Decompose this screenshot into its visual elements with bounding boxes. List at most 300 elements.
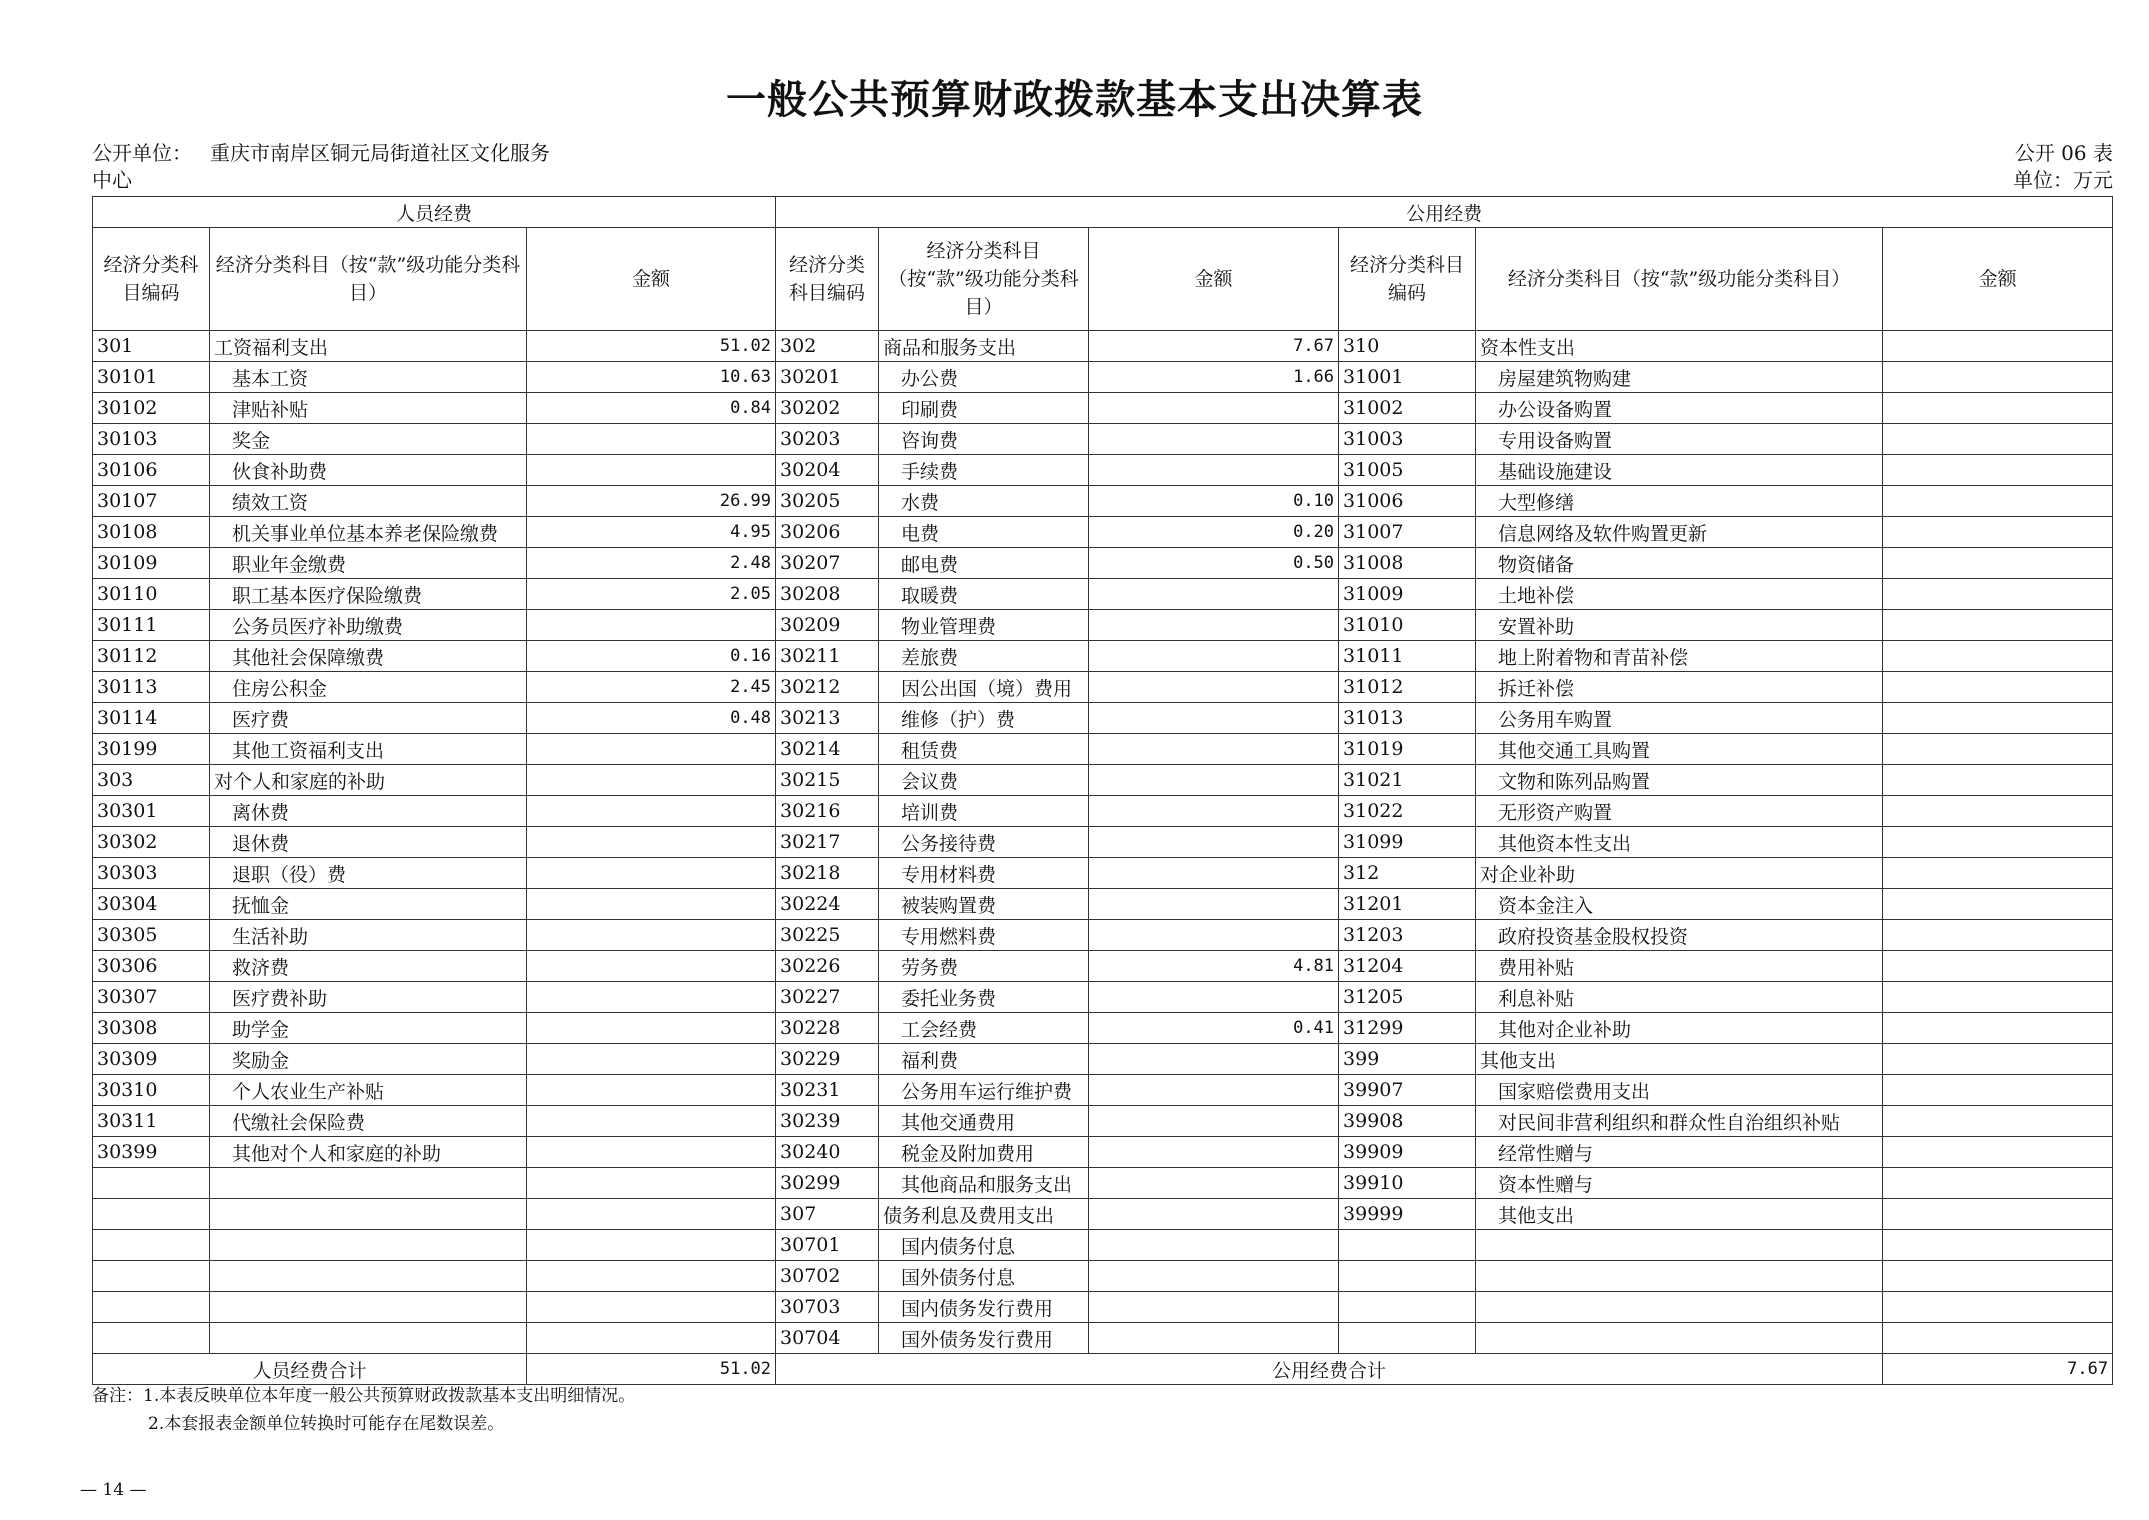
subject-cell [210, 1168, 527, 1199]
table-row [93, 1199, 2113, 1230]
subject-cell: 物业管理费 [879, 610, 1089, 641]
code-cell: 31021 [1339, 765, 1476, 796]
amount-cell [527, 858, 776, 889]
table-row [93, 362, 2113, 393]
personnel-header: 人员经费 [93, 197, 776, 228]
subject-cell: 奖金 [210, 424, 527, 455]
subject-cell: 退休费 [210, 827, 527, 858]
code-header: 经济分类科目编码 [776, 228, 879, 331]
subject-cell [210, 1199, 527, 1230]
subject-cell [1476, 1230, 1883, 1261]
subject-cell: 办公设备购置 [1476, 393, 1883, 424]
amount-cell: 0.16 [527, 641, 776, 672]
amount-cell: 4.81 [1089, 951, 1339, 982]
amount-header: 金额 [1883, 228, 2113, 331]
table-row [93, 703, 2113, 734]
code-cell: 31012 [1339, 672, 1476, 703]
amount-cell [1883, 672, 2113, 703]
amount-cell [1089, 858, 1339, 889]
subject-cell: 因公出国（境）费用 [879, 672, 1089, 703]
code-cell [1339, 1323, 1476, 1354]
subject-cell: 基础设施建设 [1476, 455, 1883, 486]
amount-cell: 2.05 [527, 579, 776, 610]
subject-cell: 国内债务发行费用 [879, 1292, 1089, 1323]
code-header: 经济分类科目编码 [93, 228, 210, 331]
subject-cell: 资本性支出 [1476, 331, 1883, 362]
amount-cell [527, 1199, 776, 1230]
code-cell: 30207 [776, 548, 879, 579]
code-cell: 31019 [1339, 734, 1476, 765]
amount-cell [1883, 1044, 2113, 1075]
amount-cell [1089, 610, 1339, 641]
amount-cell [527, 1261, 776, 1292]
amount-cell [1883, 827, 2113, 858]
unit-name: 重庆市南岸区铜元局街道社区文化服务中心 [92, 141, 550, 192]
code-cell: 31201 [1339, 889, 1476, 920]
table-row [93, 1106, 2113, 1137]
code-cell: 30203 [776, 424, 879, 455]
subject-cell: 咨询费 [879, 424, 1089, 455]
amount-cell [1883, 765, 2113, 796]
code-cell: 39909 [1339, 1137, 1476, 1168]
code-cell: 30704 [776, 1323, 879, 1354]
amount-cell [527, 1323, 776, 1354]
personnel-total-label: 人员经费合计 [93, 1354, 527, 1385]
subject-cell [1476, 1323, 1883, 1354]
amount-cell [1883, 734, 2113, 765]
table-row [93, 1044, 2113, 1075]
code-cell: 31006 [1339, 486, 1476, 517]
amount-cell [1089, 1044, 1339, 1075]
amount-cell [527, 1044, 776, 1075]
subject-cell: 奖励金 [210, 1044, 527, 1075]
code-cell: 31299 [1339, 1013, 1476, 1044]
subject-cell: 差旅费 [879, 641, 1089, 672]
table-row [93, 424, 2113, 455]
subject-cell: 助学金 [210, 1013, 527, 1044]
code-cell: 30212 [776, 672, 879, 703]
table-row [93, 1323, 2113, 1354]
amount-cell [527, 982, 776, 1013]
code-cell: 30308 [93, 1013, 210, 1044]
amount-cell [1089, 1106, 1339, 1137]
amount-cell [1883, 703, 2113, 734]
code-cell: 30202 [776, 393, 879, 424]
amount-cell [1883, 455, 2113, 486]
amount-cell [1089, 672, 1339, 703]
subject-cell: 工会经费 [879, 1013, 1089, 1044]
table-row [93, 827, 2113, 858]
amount-cell: 4.95 [527, 517, 776, 548]
amount-cell [527, 734, 776, 765]
amount-cell [527, 455, 776, 486]
subject-cell: 利息补贴 [1476, 982, 1883, 1013]
subject-cell: 信息网络及软件购置更新 [1476, 517, 1883, 548]
table-row [93, 1168, 2113, 1199]
code-cell: 31203 [1339, 920, 1476, 951]
code-cell [93, 1323, 210, 1354]
amount-cell [1089, 393, 1339, 424]
subject-header: 经济分类科目（按“款”级功能分类科目） [879, 228, 1089, 331]
table-row [93, 641, 2113, 672]
unit-info [92, 140, 562, 194]
code-cell: 30214 [776, 734, 879, 765]
code-cell: 30299 [776, 1168, 879, 1199]
subject-cell: 被装购置费 [879, 889, 1089, 920]
subject-cell: 电费 [879, 517, 1089, 548]
subject-cell: 国家赔偿费用支出 [1476, 1075, 1883, 1106]
code-cell: 30111 [93, 610, 210, 641]
code-cell: 310 [1339, 331, 1476, 362]
page-title: 一般公共预算财政拨款基本支出决算表 [726, 76, 1423, 123]
subject-cell: 土地补偿 [1476, 579, 1883, 610]
subject-cell: 委托业务费 [879, 982, 1089, 1013]
subject-cell: 劳务费 [879, 951, 1089, 982]
amount-cell [1089, 920, 1339, 951]
subject-cell: 国外债务发行费用 [879, 1323, 1089, 1354]
subject-cell: 其他工资福利支出 [210, 734, 527, 765]
subject-cell: 其他对企业补助 [1476, 1013, 1883, 1044]
subject-cell: 无形资产购置 [1476, 796, 1883, 827]
subject-cell: 住房公积金 [210, 672, 527, 703]
amount-cell [1883, 982, 2113, 1013]
code-cell: 30217 [776, 827, 879, 858]
code-cell: 31013 [1339, 703, 1476, 734]
subject-cell: 其他交通工具购置 [1476, 734, 1883, 765]
table-row [93, 1292, 2113, 1323]
code-cell [93, 1261, 210, 1292]
subject-header: 经济分类科目（按“款”级功能分类科目） [210, 228, 527, 331]
subject-cell: 国内债务付息 [879, 1230, 1089, 1261]
subject-cell: 资本性赠与 [1476, 1168, 1883, 1199]
code-cell: 39908 [1339, 1106, 1476, 1137]
code-cell [1339, 1292, 1476, 1323]
amount-cell [1089, 1292, 1339, 1323]
code-cell: 30112 [93, 641, 210, 672]
amount-cell [527, 1168, 776, 1199]
amount-cell [1883, 920, 2113, 951]
amount-cell [1883, 858, 2113, 889]
table-row [93, 765, 2113, 796]
subject-cell: 安置补助 [1476, 610, 1883, 641]
amount-cell [1883, 1168, 2113, 1199]
amount-cell [1883, 579, 2113, 610]
amount-cell [1883, 331, 2113, 362]
public-header: 公用经费 [776, 197, 2113, 228]
subject-cell: 职业年金缴费 [210, 548, 527, 579]
table-row [93, 858, 2113, 889]
amount-cell [1089, 641, 1339, 672]
subject-cell: 工资福利支出 [210, 331, 527, 362]
code-cell: 30218 [776, 858, 879, 889]
amount-cell [527, 1292, 776, 1323]
note-2: 2.本套报表金额单位转换时可能存在尾数误差。 [148, 1414, 505, 1434]
subject-cell: 福利费 [879, 1044, 1089, 1075]
code-cell: 31002 [1339, 393, 1476, 424]
subject-cell: 拆迁补偿 [1476, 672, 1883, 703]
subject-cell: 其他交通费用 [879, 1106, 1089, 1137]
amount-cell [1089, 734, 1339, 765]
code-cell: 30101 [93, 362, 210, 393]
code-cell [93, 1292, 210, 1323]
subject-cell: 专用燃料费 [879, 920, 1089, 951]
amount-cell [527, 1075, 776, 1106]
amount-cell [1089, 982, 1339, 1013]
amount-cell [1883, 1292, 2113, 1323]
subject-cell [1476, 1261, 1883, 1292]
table-row [93, 1137, 2113, 1168]
amount-cell [1883, 1199, 2113, 1230]
subject-cell: 其他支出 [1476, 1199, 1883, 1230]
amount-cell [527, 1230, 776, 1261]
subject-cell: 办公费 [879, 362, 1089, 393]
amount-cell [1089, 424, 1339, 455]
subject-cell: 其他支出 [1476, 1044, 1883, 1075]
amount-cell [527, 827, 776, 858]
subject-cell: 其他资本性支出 [1476, 827, 1883, 858]
table-row [93, 548, 2113, 579]
subject-cell: 经常性赠与 [1476, 1137, 1883, 1168]
amount-cell [1883, 424, 2113, 455]
code-cell: 30199 [93, 734, 210, 765]
code-cell: 30310 [93, 1075, 210, 1106]
group-header-row [93, 197, 2113, 228]
code-cell: 30304 [93, 889, 210, 920]
amount-header: 金额 [1089, 228, 1339, 331]
subject-cell: 维修（护）费 [879, 703, 1089, 734]
amount-cell [1089, 765, 1339, 796]
amount-cell [527, 1013, 776, 1044]
subject-cell: 国外债务付息 [879, 1261, 1089, 1292]
table-row [93, 486, 2113, 517]
code-cell: 31010 [1339, 610, 1476, 641]
page-number: — 14 — [80, 1480, 147, 1500]
subject-cell: 文物和陈列品购置 [1476, 765, 1883, 796]
table-row [93, 734, 2113, 765]
amount-cell: 2.45 [527, 672, 776, 703]
subject-cell: 费用补贴 [1476, 951, 1883, 982]
code-cell: 39907 [1339, 1075, 1476, 1106]
subject-cell: 公务用车运行维护费 [879, 1075, 1089, 1106]
amount-cell [1883, 1261, 2113, 1292]
code-cell [93, 1199, 210, 1230]
amount-cell [527, 424, 776, 455]
subject-cell: 对企业补助 [1476, 858, 1883, 889]
code-cell: 30216 [776, 796, 879, 827]
table-row [93, 672, 2113, 703]
table-row [93, 610, 2113, 641]
amount-cell: 0.10 [1089, 486, 1339, 517]
subject-cell [210, 1292, 527, 1323]
subject-cell: 离休费 [210, 796, 527, 827]
subject-cell: 地上附着物和青苗补偿 [1476, 641, 1883, 672]
amount-cell [527, 920, 776, 951]
code-cell: 30224 [776, 889, 879, 920]
notes [92, 1382, 635, 1438]
code-cell: 30227 [776, 982, 879, 1013]
code-cell: 30306 [93, 951, 210, 982]
subject-cell [210, 1323, 527, 1354]
subject-cell: 专用材料费 [879, 858, 1089, 889]
subject-cell: 公务用车购置 [1476, 703, 1883, 734]
code-cell: 30399 [93, 1137, 210, 1168]
subject-cell: 物资储备 [1476, 548, 1883, 579]
code-cell: 30211 [776, 641, 879, 672]
amount-cell [1089, 703, 1339, 734]
code-cell: 30103 [93, 424, 210, 455]
code-cell: 30703 [776, 1292, 879, 1323]
code-cell: 31009 [1339, 579, 1476, 610]
code-cell [93, 1168, 210, 1199]
code-cell: 30307 [93, 982, 210, 1013]
form-info [2013, 140, 2113, 194]
public-total-label: 公用经费合计 [776, 1354, 1883, 1385]
code-cell: 301 [93, 331, 210, 362]
code-cell: 31011 [1339, 641, 1476, 672]
amount-cell: 0.48 [527, 703, 776, 734]
code-cell: 30206 [776, 517, 879, 548]
note-1: 备注：1.本表反映单位本年度一般公共预算财政拨款基本支出明细情况。 [92, 1386, 636, 1406]
code-cell: 30209 [776, 610, 879, 641]
code-cell: 30201 [776, 362, 879, 393]
amount-cell [1883, 641, 2113, 672]
amount-cell: 51.02 [527, 331, 776, 362]
amount-cell: 0.50 [1089, 548, 1339, 579]
amount-cell [1883, 951, 2113, 982]
amount-cell [1089, 796, 1339, 827]
amount-cell [1089, 1230, 1339, 1261]
code-cell: 30311 [93, 1106, 210, 1137]
subject-cell: 机关事业单位基本养老保险缴费 [210, 517, 527, 548]
table-row [93, 1230, 2113, 1261]
subject-cell: 医疗费补助 [210, 982, 527, 1013]
amount-cell [1883, 1075, 2113, 1106]
subject-cell: 水费 [879, 486, 1089, 517]
amount-cell: 0.84 [527, 393, 776, 424]
currency-unit: 单位：万元 [2013, 168, 2113, 192]
expenditure-table [92, 196, 2113, 1385]
amount-cell [1883, 1013, 2113, 1044]
code-cell: 399 [1339, 1044, 1476, 1075]
code-cell: 30301 [93, 796, 210, 827]
form-number: 公开 06 表 [2014, 141, 2113, 165]
code-cell: 30102 [93, 393, 210, 424]
amount-cell: 2.48 [527, 548, 776, 579]
code-cell: 30305 [93, 920, 210, 951]
amount-header: 金额 [527, 228, 776, 331]
amount-cell [1089, 1168, 1339, 1199]
amount-cell [1883, 362, 2113, 393]
amount-cell: 26.99 [527, 486, 776, 517]
table-row [93, 889, 2113, 920]
amount-cell [1883, 1137, 2113, 1168]
amount-cell [527, 765, 776, 796]
subject-cell: 救济费 [210, 951, 527, 982]
code-cell: 30110 [93, 579, 210, 610]
table-row [93, 982, 2113, 1013]
table-row [93, 920, 2113, 951]
code-cell: 30107 [93, 486, 210, 517]
amount-cell: 1.66 [1089, 362, 1339, 393]
subject-cell: 医疗费 [210, 703, 527, 734]
code-cell: 30302 [93, 827, 210, 858]
subject-cell: 资本金注入 [1476, 889, 1883, 920]
table-row [93, 1075, 2113, 1106]
code-cell: 39999 [1339, 1199, 1476, 1230]
code-cell: 30208 [776, 579, 879, 610]
subject-cell: 会议费 [879, 765, 1089, 796]
code-cell: 30225 [776, 920, 879, 951]
code-cell: 30229 [776, 1044, 879, 1075]
amount-cell [1089, 827, 1339, 858]
code-cell: 39910 [1339, 1168, 1476, 1199]
code-cell: 30109 [93, 548, 210, 579]
subject-cell: 基本工资 [210, 362, 527, 393]
code-cell: 31099 [1339, 827, 1476, 858]
amount-cell [1883, 1323, 2113, 1354]
subject-cell: 债务利息及费用支出 [879, 1199, 1089, 1230]
code-cell: 30226 [776, 951, 879, 982]
code-cell [1339, 1230, 1476, 1261]
subject-cell: 印刷费 [879, 393, 1089, 424]
code-cell: 307 [776, 1199, 879, 1230]
code-cell: 30204 [776, 455, 879, 486]
subject-cell: 邮电费 [879, 548, 1089, 579]
code-cell: 30231 [776, 1075, 879, 1106]
amount-cell [1089, 889, 1339, 920]
subject-cell: 房屋建筑物购建 [1476, 362, 1883, 393]
amount-cell [1089, 1261, 1339, 1292]
subject-cell [210, 1230, 527, 1261]
table-row [93, 393, 2113, 424]
code-cell: 30114 [93, 703, 210, 734]
code-cell: 30215 [776, 765, 879, 796]
subject-cell: 绩效工资 [210, 486, 527, 517]
amount-cell [1089, 1137, 1339, 1168]
code-cell: 31007 [1339, 517, 1476, 548]
subject-cell: 对民间非营利组织和群众性自治组织补贴 [1476, 1106, 1883, 1137]
code-cell: 30701 [776, 1230, 879, 1261]
code-cell: 31008 [1339, 548, 1476, 579]
subject-cell: 职工基本医疗保险缴费 [210, 579, 527, 610]
amount-cell [1883, 889, 2113, 920]
amount-cell [1089, 1323, 1339, 1354]
code-cell: 31003 [1339, 424, 1476, 455]
subject-cell: 其他社会保障缴费 [210, 641, 527, 672]
subject-cell: 津贴补贴 [210, 393, 527, 424]
public-total-value: 7.67 [1883, 1354, 2113, 1385]
subject-cell: 公务员医疗补助缴费 [210, 610, 527, 641]
code-cell: 30108 [93, 517, 210, 548]
subject-cell: 商品和服务支出 [879, 331, 1089, 362]
amount-cell [527, 951, 776, 982]
code-header: 经济分类科目编码 [1339, 228, 1476, 331]
subject-cell: 代缴社会保险费 [210, 1106, 527, 1137]
amount-cell [1883, 1230, 2113, 1261]
subject-cell [210, 1261, 527, 1292]
code-cell: 30309 [93, 1044, 210, 1075]
amount-cell: 0.41 [1089, 1013, 1339, 1044]
amount-cell [527, 1137, 776, 1168]
totals-row [93, 1354, 2113, 1385]
unit-label: 公开单位： [92, 141, 192, 165]
amount-cell [1883, 1106, 2113, 1137]
code-cell: 312 [1339, 858, 1476, 889]
code-cell: 31205 [1339, 982, 1476, 1013]
subject-cell: 生活补助 [210, 920, 527, 951]
amount-cell [1883, 796, 2113, 827]
code-cell: 31001 [1339, 362, 1476, 393]
